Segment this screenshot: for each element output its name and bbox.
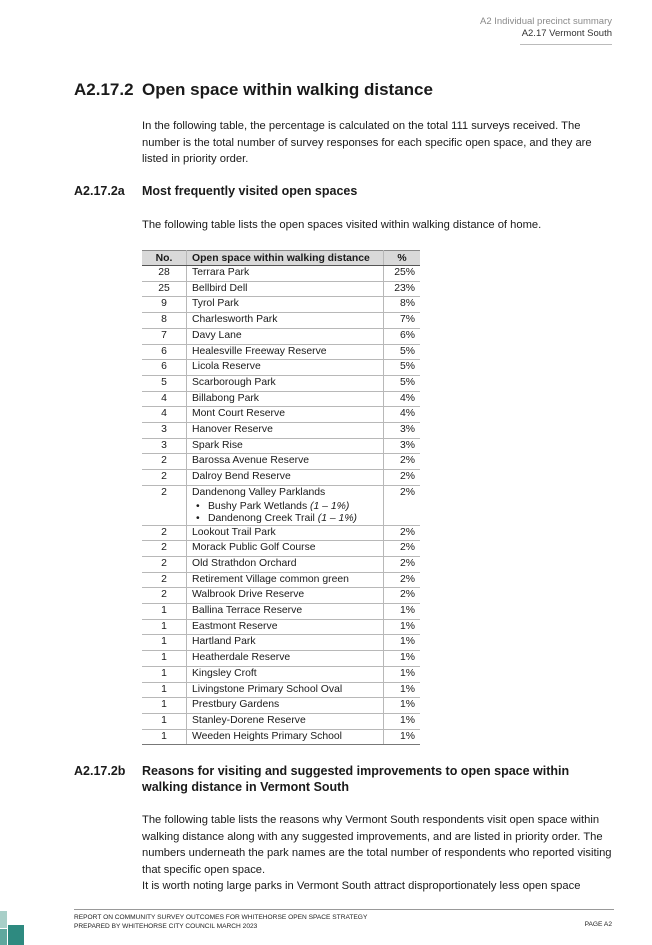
cell-open-space — [187, 713, 384, 729]
cell-percent: 1% — [384, 651, 421, 667]
cell-open-space — [187, 666, 384, 682]
open-space-name: Heatherdale Reserve — [192, 652, 291, 664]
cell-percent: 2% — [384, 525, 421, 541]
table-row — [142, 375, 420, 391]
table-row — [142, 541, 420, 557]
cell-open-space — [187, 391, 384, 407]
cell-count: 2 — [142, 572, 187, 588]
cell-open-space — [187, 619, 384, 635]
cell-open-space — [187, 635, 384, 651]
cell-percent: 2% — [384, 485, 421, 525]
open-space-table — [142, 250, 420, 745]
header-section: A2.17 Vermont South — [521, 28, 612, 39]
cell-count: 8 — [142, 313, 187, 329]
open-space-name: Dandenong Valley Parklands — [192, 486, 326, 498]
table-row — [142, 328, 420, 344]
open-space-name: Stanley-Dorene Reserve — [192, 714, 306, 726]
open-space-name: Eastmont Reserve — [192, 620, 278, 632]
cell-open-space — [187, 313, 384, 329]
col-header-name: Open space within walking distance — [187, 251, 384, 266]
cell-percent: 7% — [384, 313, 421, 329]
table-row — [142, 281, 420, 297]
table-row — [142, 485, 420, 525]
subsection-b-intro-2: It is worth noting large parks in Vermont South attract disproportionately less open space — [142, 880, 581, 892]
open-space-name: Dalroy Bend Reserve — [192, 471, 291, 483]
open-space-name: Old Strathdon Orchard — [192, 557, 297, 569]
subsection-a-heading — [74, 183, 614, 201]
table-row — [142, 635, 420, 651]
section-intro: In the following table, the percentage is calculated on the total 111 surveys received. The number is the total number of survey responses for each specific open space, and they are listed in priority order. — [142, 120, 592, 165]
cell-open-space — [187, 682, 384, 698]
cell-count: 6 — [142, 360, 187, 376]
cell-open-space — [187, 556, 384, 572]
cell-open-space — [187, 328, 384, 344]
cell-percent: 2% — [384, 541, 421, 557]
cell-percent: 5% — [384, 344, 421, 360]
section-number: A2.17.2 — [74, 80, 134, 99]
sub-location-item — [208, 501, 378, 513]
table-row — [142, 454, 420, 470]
cell-count: 6 — [142, 344, 187, 360]
open-space-name: Scarborough Park — [192, 376, 276, 388]
cell-count: 4 — [142, 407, 187, 423]
cell-count: 1 — [142, 651, 187, 667]
table-row — [142, 266, 420, 282]
open-space-name: Licola Reserve — [192, 361, 261, 373]
subsection-a-number: A2.17.2a — [74, 184, 125, 198]
cell-open-space — [187, 698, 384, 714]
open-space-name: Mont Court Reserve — [192, 408, 285, 420]
cell-percent: 25% — [384, 266, 421, 282]
footer-rule — [74, 909, 614, 910]
cell-percent: 5% — [384, 360, 421, 376]
cell-percent: 2% — [384, 588, 421, 604]
cell-count: 1 — [142, 729, 187, 745]
section-heading — [74, 80, 433, 100]
cell-percent: 23% — [384, 281, 421, 297]
table-row — [142, 470, 420, 486]
open-space-name: Weeden Heights Primary School — [192, 730, 342, 742]
table-row — [142, 313, 420, 329]
cell-percent: 4% — [384, 391, 421, 407]
cell-percent: 1% — [384, 698, 421, 714]
cell-count: 1 — [142, 713, 187, 729]
cell-open-space — [187, 344, 384, 360]
table-row — [142, 729, 420, 745]
cell-count: 25 — [142, 281, 187, 297]
table-row — [142, 619, 420, 635]
footer-prepared-by: PREPARED BY WHITEHORSE CITY COUNCIL MARCH 2023 — [74, 923, 258, 930]
cell-percent: 5% — [384, 375, 421, 391]
cell-open-space — [187, 266, 384, 282]
sub-location-name: Dandenong Creek Trail — [208, 512, 315, 524]
subsection-a-intro: The following table lists the open spaces visited within walking distance of home. — [142, 219, 542, 231]
decorative-square — [8, 925, 24, 945]
page-number: PAGE A2 — [584, 921, 612, 928]
cell-open-space — [187, 423, 384, 439]
cell-open-space — [187, 525, 384, 541]
open-space-name: Davy Lane — [192, 329, 242, 341]
cell-open-space — [187, 541, 384, 557]
cell-percent: 1% — [384, 604, 421, 620]
open-space-name: Charlesworth Park — [192, 314, 278, 326]
open-space-name: Hartland Park — [192, 636, 256, 648]
cell-count: 2 — [142, 541, 187, 557]
cell-open-space — [187, 297, 384, 313]
cell-percent: 1% — [384, 635, 421, 651]
cell-count: 1 — [142, 635, 187, 651]
open-space-name: Healesville Freeway Reserve — [192, 345, 327, 357]
cell-percent: 8% — [384, 297, 421, 313]
cell-open-space — [187, 281, 384, 297]
cell-percent: 1% — [384, 713, 421, 729]
cell-open-space — [187, 485, 384, 525]
cell-open-space — [187, 470, 384, 486]
table-row — [142, 423, 420, 439]
sub-location-detail: (1 – 1%) — [317, 512, 358, 524]
subsection-b-heading — [74, 763, 614, 797]
cell-percent: 1% — [384, 682, 421, 698]
table-row — [142, 682, 420, 698]
cell-open-space — [187, 572, 384, 588]
cell-open-space — [187, 407, 384, 423]
cell-count: 2 — [142, 588, 187, 604]
cell-percent: 6% — [384, 328, 421, 344]
decorative-square — [0, 929, 7, 945]
table-row — [142, 651, 420, 667]
table-row — [142, 698, 420, 714]
open-space-name: Lookout Trail Park — [192, 526, 276, 538]
cell-percent: 1% — [384, 619, 421, 635]
cell-open-space — [187, 438, 384, 454]
sub-location-list — [192, 501, 378, 525]
header-rule — [520, 44, 612, 45]
open-space-name: Prestbury Gardens — [192, 699, 280, 711]
cell-percent: 2% — [384, 470, 421, 486]
cell-percent: 4% — [384, 407, 421, 423]
cell-count: 7 — [142, 328, 187, 344]
cell-count: 1 — [142, 698, 187, 714]
subsection-b-body — [142, 812, 612, 895]
table-row — [142, 407, 420, 423]
subsection-b-intro: The following table lists the reasons why Vermont South respondents visit open space within walking distance along with any suggested improvements, and are listed in priority order. The numbers underneath the park names are the total number of respondents who reported visiting that specific open space. — [142, 814, 612, 876]
cell-count: 3 — [142, 423, 187, 439]
sub-location-detail: (1 – 1%) — [310, 500, 350, 512]
cell-percent: 2% — [384, 454, 421, 470]
footer — [74, 913, 367, 931]
cell-count: 1 — [142, 682, 187, 698]
cell-count: 1 — [142, 666, 187, 682]
open-space-name: Morack Public Golf Course — [192, 542, 316, 554]
col-header-no: No. — [142, 251, 187, 266]
subsection-a-title: Most frequently visited open spaces — [142, 184, 358, 198]
header-chapter: A2 Individual precinct summary — [480, 16, 612, 27]
cell-percent: 1% — [384, 666, 421, 682]
table-row — [142, 297, 420, 313]
cell-count: 3 — [142, 438, 187, 454]
table-row — [142, 588, 420, 604]
cell-count: 9 — [142, 297, 187, 313]
open-space-name: Retirement Village common green — [192, 573, 349, 585]
cell-count: 2 — [142, 556, 187, 572]
cell-count: 2 — [142, 485, 187, 525]
cell-percent: 3% — [384, 423, 421, 439]
cell-open-space — [187, 651, 384, 667]
table-row — [142, 438, 420, 454]
subsection-b-number: A2.17.2b — [74, 764, 126, 778]
cell-percent: 2% — [384, 556, 421, 572]
table-row — [142, 360, 420, 376]
open-space-name: Tyrol Park — [192, 298, 239, 310]
running-header — [480, 16, 612, 40]
open-space-name: Walbrook Drive Reserve — [192, 589, 305, 601]
cell-count: 2 — [142, 525, 187, 541]
cell-percent: 1% — [384, 729, 421, 745]
cell-count: 4 — [142, 391, 187, 407]
sub-location-item — [208, 513, 378, 525]
table-row — [142, 344, 420, 360]
cell-count: 5 — [142, 375, 187, 391]
open-space-name: Barossa Avenue Reserve — [192, 455, 310, 467]
cell-open-space — [187, 360, 384, 376]
cell-open-space — [187, 604, 384, 620]
table-body — [142, 266, 420, 745]
open-space-name: Terrara Park — [192, 267, 250, 278]
cell-count: 28 — [142, 266, 187, 282]
cell-open-space — [187, 375, 384, 391]
cell-percent: 3% — [384, 438, 421, 454]
cell-open-space — [187, 454, 384, 470]
open-space-name: Ballina Terrace Reserve — [192, 605, 303, 617]
cell-count: 1 — [142, 604, 187, 620]
table-row — [142, 666, 420, 682]
open-space-name: Kingsley Croft — [192, 667, 257, 679]
table-row — [142, 556, 420, 572]
footer-report-title: REPORT ON COMMUNITY SURVEY OUTCOMES FOR WHITEHORSE OPEN SPACE STRATEGY — [74, 914, 368, 921]
sub-location-name: Bushy Park Wetlands — [208, 500, 308, 512]
open-space-name: Spark Rise — [192, 439, 243, 451]
cell-count: 2 — [142, 454, 187, 470]
col-header-pct: % — [384, 251, 421, 266]
open-space-name: Bellbird Dell — [192, 282, 248, 294]
cell-open-space — [187, 729, 384, 745]
cell-open-space — [187, 588, 384, 604]
table-row — [142, 713, 420, 729]
table-row — [142, 525, 420, 541]
table-row — [142, 604, 420, 620]
cell-percent: 2% — [384, 572, 421, 588]
open-space-name: Billabong Park — [192, 392, 260, 404]
table-row — [142, 391, 420, 407]
cell-count: 1 — [142, 619, 187, 635]
subsection-b-title: Reasons for visiting and suggested improvements to open space within walking distance in Vermont South — [142, 764, 570, 794]
section-title: Open space within walking distance — [142, 80, 433, 99]
cell-count: 2 — [142, 470, 187, 486]
table-row — [142, 572, 420, 588]
table-header-row — [142, 251, 420, 266]
open-space-name: Livingstone Primary School Oval — [192, 683, 343, 695]
decorative-square — [0, 911, 7, 928]
open-space-name: Hanover Reserve — [192, 424, 273, 436]
